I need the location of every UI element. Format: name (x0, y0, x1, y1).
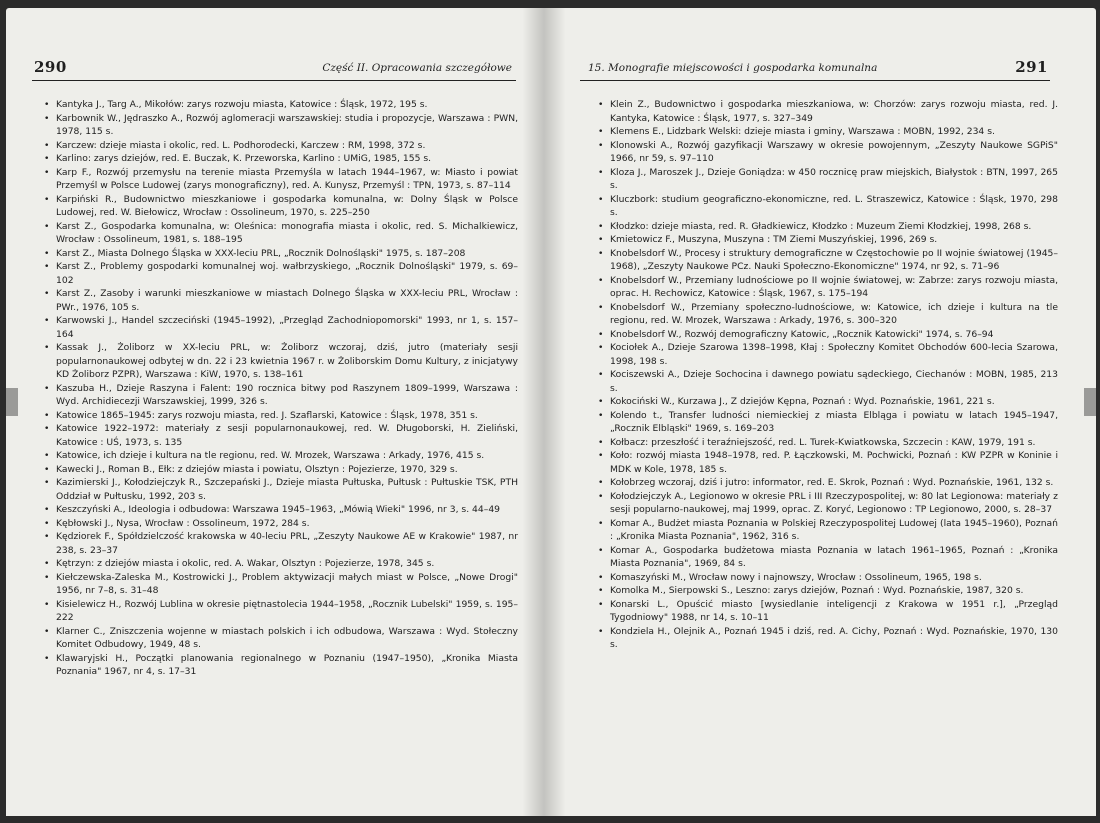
bibliography-entry: • Katowice 1865–1945: zarys rozwoju miasta, red. J. Szaflarski, Katowice : Śląsk, 1978, 351 s. (44, 409, 518, 423)
right-page-header (580, 58, 1050, 81)
bibliography-entry: • Kassak J., Żoliborz w XX-leciu PRL, w: Żoliborz wczoraj, dziś, jutro (materiały sesji popularnonaukowej odbytej w dn. 22 i 23 kwietnia 1967 r. w Żoliborskim Domu Kultury, z inicjatywy KD Żoliborz PZPR), Warszawa : KiW, 1970, s. 138–161 (44, 341, 518, 382)
bibliography-entry: • Komar A., Budżet miasta Poznania w Polskiej Rzeczypospolitej Ludowej (lata 1945–1960), Poznań : „Kronika Miasta Poznania", 1962, 316 s. (598, 517, 1058, 544)
left-running-head: Część II. Opracowania szczegółowe (322, 62, 512, 74)
bibliography-entry: • Knobelsdorf W., Procesy i struktury demograficzne w Częstochowie po II wojnie światowej (1945–1968), „Zeszyty Naukowe PCz. Nauki Społeczno-Ekonomiczne" 1974, nr 92, s. 71–96 (598, 247, 1058, 274)
bibliography-entry: • Kołodziejczyk A., Legionowo w okresie PRL i III Rzeczypospolitej, w: 80 lat Legionowa: materiały z sesji popularno-naukowej, maj 1999, oprac. Z. Koryć, Legionowo : TP Legionowo, 2000, s. 28–37 (598, 490, 1058, 517)
bibliography-entry: • Karst Z., Zasoby i warunki mieszkaniowe w miastach Dolnego Śląska w XXX-leciu PRL, Wrocław : PWr., 1976, 105 s. (44, 287, 518, 314)
left-bibliography-list (44, 98, 518, 679)
bibliography-entry: • Kokociński W., Kurzawa J., Z dziejów Kępna, Poznań : Wyd. Poznańskie, 1961, 221 s. (598, 395, 1058, 409)
left-page-gutter-shadow (522, 8, 544, 816)
bibliography-entry: • Kębłowski J., Nysa, Wrocław : Ossolineum, 1972, 284 s. (44, 517, 518, 531)
bibliography-entry: • Kiełczewska-Zaleska M., Kostrowicki J., Problem aktywizacji małych miast w Polsce, „Nowe Drogi" 1956, nr 7–8, s. 31–48 (44, 571, 518, 598)
bibliography-entry: • Kmietowicz F., Muszyna, Muszyna : TM Ziemi Muszyńskiej, 1996, 269 s. (598, 233, 1058, 247)
bibliography-entry: • Komolka M., Sierpowski S., Leszno: zarys dziejów, Poznań : Wyd. Poznańskie, 1987, 320 s. (598, 584, 1058, 598)
bibliography-entry: • Kloza J., Maroszek J., Dzieje Goniądza: w 450 rocznicę praw miejskich, Białystok : BTN, 1997, 265 s. (598, 166, 1058, 193)
bibliography-entry: • Karpiński R., Budownictwo mieszkaniowe i gospodarka komunalna, w: Dolny Śląsk w Polsce Ludowej, red. W. Biełowicz, Wrocław : Ossolineum, 1970, s. 225–250 (44, 193, 518, 220)
bibliography-entry: • Kociszewski A., Dzieje Sochocina i dawnego powiatu sądeckiego, Ciechanów : MOBN, 1985, 213 s. (598, 368, 1058, 395)
bibliography-entry: • Knobelsdorf W., Przemiany ludnościowe po II wojnie światowej, w: Zabrze: zarys rozwoju miasta, oprac. H. Rechowicz, Katowice : Śląsk, 1967, s. 175–194 (598, 274, 1058, 301)
left-page (6, 8, 544, 816)
bibliography-entry: • Karczew: dzieje miasta i okolic, red. L. Podhorodecki, Karczew : RM, 1998, 372 s. (44, 139, 518, 153)
right-running-head: 15. Monografie miejscowości i gospodarka komunalna (588, 62, 878, 74)
bibliography-entry: • Kociołek A., Dzieje Szarowa 1398–1998, Kłaj : Społeczny Komitet Obchodów 600-lecia Szarowa, 1998, 198 s. (598, 341, 1058, 368)
bibliography-entry: • Klarner C., Zniszczenia wojenne w miastach polskich i ich odbudowa, Warszawa : Wyd. Stołeczny Komitet Odbudowy, 1949, 48 s. (44, 625, 518, 652)
bibliography-entry: • Klonowski A., Rozwój gazyfikacji Warszawy w okresie powojennym, „Zeszyty Naukowe SGPiS" 1966, nr 59, s. 97–110 (598, 139, 1058, 166)
bibliography-entry: • Katowice, ich dzieje i kultura na tle regionu, red. W. Mrozek, Warszawa : Arkady, 1976, 415 s. (44, 449, 518, 463)
bibliography-entry: • Komaszyński M., Wrocław nowy i najnowszy, Wrocław : Ossolineum, 1965, 198 s. (598, 571, 1058, 585)
bibliography-entry: • Klemens E., Lidzbark Welski: dzieje miasta i gminy, Warszawa : MOBN, 1992, 234 s. (598, 125, 1058, 139)
right-page-number: 291 (1015, 58, 1048, 76)
bibliography-entry: • Kędziorek F., Spółdzielczość krakowska w 40-leciu PRL, „Zeszyty Naukowe AE w Krakowie" 1987, nr 238, s. 23–37 (44, 530, 518, 557)
bibliography-entry: • Katowice 1922–1972: materiały z sesji popularnonaukowej, red. W. Długoborski, H. Zieliński, Katowice : UŚ, 1973, s. 135 (44, 422, 518, 449)
left-page-header (32, 58, 516, 81)
bibliography-entry: • Klawaryjski H., Początki planowania regionalnego w Poznaniu (1947–1950), „Kronika Miasta Poznania" 1967, nr 4, s. 17–31 (44, 652, 518, 679)
bibliography-entry: • Kolendo t., Transfer ludności niemieckiej z miasta Elbląga i powiatu w latach 1945–1947, „Rocznik Elbląski" 1969, s. 169–203 (598, 409, 1058, 436)
bibliography-entry: • Karp F., Rozwój przemysłu na terenie miasta Przemyśla w latach 1944–1967, w: Miasto i powiat Przemyśl w Polsce Ludowej (zarys monograficzny), red. A. Kunysz, Przemyśl : TPN, 1973, s. 87–114 (44, 166, 518, 193)
bibliography-entry: • Kłodzko: dzieje miasta, red. R. Gładkiewicz, Kłodzko : Muzeum Ziemi Kłodzkiej, 1998, 268 s. (598, 220, 1058, 234)
bibliography-entry: • Klein Z., Budownictwo i gospodarka mieszkaniowa, w: Chorzów: zarys rozwoju miasta, red. J. Kantyka, Katowice : Śląsk, 1977, s. 327–349 (598, 98, 1058, 125)
bibliography-entry: • Kisielewicz H., Rozwój Lublina w okresie piętnastolecia 1944–1958, „Rocznik Lubelski" 1959, s. 195–222 (44, 598, 518, 625)
bibliography-entry: • Kaszuba H., Dzieje Raszyna i Falent: 190 rocznica bitwy pod Raszynem 1809–1999, Warszawa : Wyd. Archidiecezji Warszawskiej, 1999, 326 s. (44, 382, 518, 409)
right-thumb-index-tab (1084, 388, 1096, 416)
right-page (544, 8, 1096, 816)
right-page-gutter-shadow (544, 8, 566, 816)
bibliography-entry: • Karst Z., Gospodarka komunalna, w: Oleśnica: monografia miasta i okolic, red. S. Michalkiewicz, Wrocław : Ossolineum, 1981, s. 188–195 (44, 220, 518, 247)
left-page-number: 290 (34, 58, 67, 76)
bibliography-entry: • Knobelsdorf W., Przemiany społeczno-ludnościowe, w: Katowice, ich dzieje i kultura na tle regionu, red. W. Mrozek, Warszawa : Arkady, 1976, s. 300–320 (598, 301, 1058, 328)
bibliography-entry: • Komar A., Gospodarka budżetowa miasta Poznania w latach 1961–1965, Poznań : „Kronika Miasta Poznania", 1969, 84 s. (598, 544, 1058, 571)
bibliography-entry: • Kołobrzeg wczoraj, dziś i jutro: informator, red. E. Skrok, Poznań : Wyd. Poznańskie, 1961, 132 s. (598, 476, 1058, 490)
bibliography-entry: • Karst Z., Problemy gospodarki komunalnej woj. wałbrzyskiego, „Rocznik Dolnośląski" 1979, s. 69–102 (44, 260, 518, 287)
bibliography-entry: • Kantyka J., Targ A., Mikołów: zarys rozwoju miasta, Katowice : Śląsk, 1972, 195 s. (44, 98, 518, 112)
bibliography-entry: • Karbownik W., Jędraszko A., Rozwój aglomeracji warszawskiej: studia i propozycje, Warszawa : PWN, 1978, 115 s. (44, 112, 518, 139)
bibliography-entry: • Koło: rozwój miasta 1948–1978, red. P. Łączkowski, M. Pochwicki, Poznań : KW PZPR w Koninie i MDK w Kole, 1978, 185 s. (598, 449, 1058, 476)
left-thumb-index-tab (6, 388, 18, 416)
bibliography-entry: • Karst Z., Miasta Dolnego Śląska w XXX-leciu PRL, „Rocznik Dolnośląski" 1975, s. 187–208 (44, 247, 518, 261)
bibliography-entry: • Konarski L., Opuścić miasto [wysiedlanie inteligencji z Krakowa w 1951 r.], „Przegląd Tygodniowy" 1988, nr 14, s. 10–11 (598, 598, 1058, 625)
bibliography-entry: • Kołbacz: przeszłość i teraźniejszość, red. L. Turek-Kwiatkowska, Szczecin : KAW, 1979, 191 s. (598, 436, 1058, 450)
bibliography-entry: • Karlino: zarys dziejów, red. E. Buczak, K. Przeworska, Karlino : UMiG, 1985, 155 s. (44, 152, 518, 166)
bibliography-entry: • Kondziela H., Olejnik A., Poznań 1945 i dziś, red. A. Cichy, Poznań : Wyd. Poznańskie, 1970, 130 s. (598, 625, 1058, 652)
bibliography-entry: • Kawecki J., Roman B., Ełk: z dziejów miasta i powiatu, Olsztyn : Pojezierze, 1970, 329 s. (44, 463, 518, 477)
bibliography-entry: • Kętrzyn: z dziejów miasta i okolic, red. A. Wakar, Olsztyn : Pojezierze, 1978, 345 s. (44, 557, 518, 571)
bibliography-entry: • Keszczyński A., Ideologia i odbudowa: Warszawa 1945–1963, „Mówią Wieki" 1996, nr 3, s. 44–49 (44, 503, 518, 517)
bibliography-entry: • Karwowski J., Handel szczeciński (1945–1992), „Przegląd Zachodniopomorski" 1993, nr 1, s. 157–164 (44, 314, 518, 341)
bibliography-entry: • Kluczbork: studium geograficzno-ekonomiczne, red. L. Straszewicz, Katowice : Śląsk, 1970, 298 s. (598, 193, 1058, 220)
bibliography-entry: • Kazimierski J., Kołodziejczyk R., Szczepański J., Dzieje miasta Pułtuska, Pułtusk : Pułtuskie TSK, PTH Oddział w Pułtusku, 1992, 203 s. (44, 476, 518, 503)
right-bibliography-list (598, 98, 1058, 652)
bibliography-entry: • Knobelsdorf W., Rozwój demograficzny Katowic, „Rocznik Katowicki" 1974, s. 76–94 (598, 328, 1058, 342)
